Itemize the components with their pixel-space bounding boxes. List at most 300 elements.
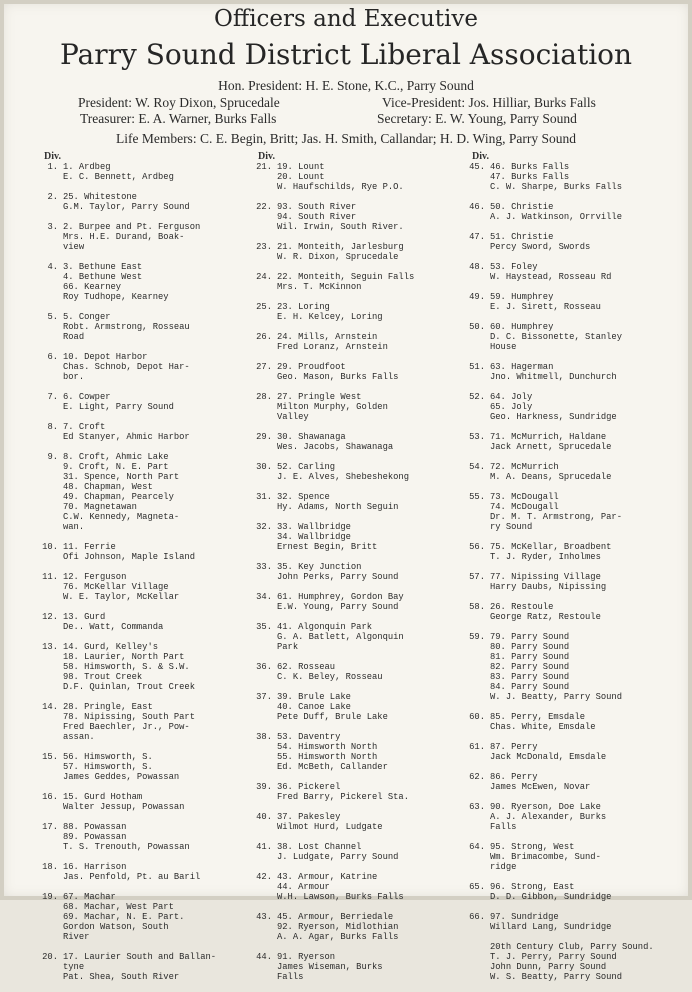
document-title-line-2: Parry Sound District Liberal Association bbox=[59, 38, 633, 71]
entry-line: Gordon Watson, South bbox=[63, 922, 169, 932]
entry-line: 38. Lost Channel bbox=[277, 842, 362, 852]
division-number: 3. bbox=[47, 222, 58, 232]
division-number: 5. bbox=[47, 312, 58, 322]
entry-line: Chas. White, Emsdale bbox=[490, 722, 596, 732]
entry-line: G.M. Taylor, Parry Sound bbox=[63, 202, 190, 212]
entry-line: J. Ludgate, Parry Sound bbox=[277, 852, 399, 862]
division-number: 59. bbox=[469, 632, 485, 642]
entry-line: 23. Loring bbox=[277, 302, 330, 312]
division-entry bbox=[250, 522, 465, 552]
entry-line: Jas. Penfold, Pt. au Baril bbox=[63, 872, 201, 882]
entry-line: 21. Monteith, Jarlesburg bbox=[277, 242, 404, 252]
entry-line: Fred Baechler, Jr., Pow- bbox=[63, 722, 190, 732]
entry-line: 83. Parry Sound bbox=[490, 672, 570, 682]
division-entry bbox=[250, 812, 465, 832]
division-number: 13. bbox=[42, 642, 58, 652]
division-entry bbox=[463, 202, 678, 222]
entry-line: John Dunn, Parry Sound bbox=[490, 962, 607, 972]
entry-line: 29. Proudfoot bbox=[277, 362, 346, 372]
entry-line: 45. Armour, Berriedale bbox=[277, 912, 394, 922]
entry-line: view bbox=[63, 242, 85, 252]
division-entry bbox=[463, 842, 678, 872]
entry-line: James Wiseman, Burks bbox=[277, 962, 383, 972]
entry-line: 40. Canoe Lake bbox=[277, 702, 351, 712]
hon-president: Hon. President: H. E. Stone, K.C., Parry Sound bbox=[218, 78, 474, 93]
division-entry bbox=[36, 262, 251, 302]
division-entry bbox=[463, 322, 678, 352]
entry-line: tyne bbox=[63, 962, 85, 972]
entry-line: 91. Ryerson bbox=[277, 952, 336, 962]
division-entry bbox=[36, 822, 251, 852]
division-number: 29. bbox=[256, 432, 272, 442]
division-number: 21. bbox=[256, 162, 272, 172]
entry-line: 87. Perry bbox=[490, 742, 538, 752]
entry-line: 3. Bethune East bbox=[63, 262, 143, 272]
division-number: 27. bbox=[256, 362, 272, 372]
division-number: 48. bbox=[469, 262, 485, 272]
entry-line: Falls bbox=[277, 972, 304, 982]
entry-line: House bbox=[490, 342, 517, 352]
entry-line: W. E. Taylor, McKellar bbox=[63, 592, 180, 602]
division-entry bbox=[36, 542, 251, 562]
division-number: 20. bbox=[42, 952, 58, 962]
entry-line: Jack McDonald, Emsdale bbox=[490, 752, 607, 762]
entry-line: 90. Ryerson, Doe Lake bbox=[490, 802, 601, 812]
entry-line: 30. Shawanaga bbox=[277, 432, 346, 442]
entry-line: 1. Ardbeg bbox=[63, 162, 111, 172]
entry-line: W. R. Dixon, Sprucedale bbox=[277, 252, 399, 262]
entry-line: ridge bbox=[490, 862, 517, 872]
entry-line: 39. Brule Lake bbox=[277, 692, 351, 702]
division-entry bbox=[250, 662, 465, 682]
entry-line: 95. Strong, West bbox=[490, 842, 575, 852]
division-number: 12. bbox=[42, 612, 58, 622]
division-number: 18. bbox=[42, 862, 58, 872]
division-entry bbox=[36, 702, 251, 742]
entry-line: 17. Laurier South and Ballan- bbox=[63, 952, 217, 962]
entry-line: 79. Parry Sound bbox=[490, 632, 570, 642]
entry-line: 93. South River bbox=[277, 202, 357, 212]
entry-line: 61. Humphrey, Gordon Bay bbox=[277, 592, 404, 602]
division-number: 14. bbox=[42, 702, 58, 712]
division-entry bbox=[250, 562, 465, 582]
division-entry bbox=[36, 862, 251, 882]
division-entry bbox=[463, 942, 678, 982]
entry-line: Road bbox=[63, 332, 85, 342]
entry-line: 33. Wallbridge bbox=[277, 522, 351, 532]
entry-line: 11. Ferrie bbox=[63, 542, 116, 552]
division-entry bbox=[463, 912, 678, 932]
entry-line: 84. Parry Sound bbox=[490, 682, 570, 692]
entry-line: W.H. Lawson, Burks Falls bbox=[277, 892, 404, 902]
entry-line: 26. Restoule bbox=[490, 602, 554, 612]
entry-line: Chas. Schnob, Depot Har- bbox=[63, 362, 190, 372]
entry-line: 36. Pickerel bbox=[277, 782, 341, 792]
division-entry bbox=[250, 912, 465, 942]
entry-line: George Ratz, Restoule bbox=[490, 612, 601, 622]
division-entry bbox=[36, 312, 251, 342]
division-entry bbox=[36, 352, 251, 382]
entry-line: 73. McDougall bbox=[490, 492, 559, 502]
division-entry bbox=[36, 392, 251, 412]
entry-line: 76. McKellar Village bbox=[63, 582, 169, 592]
entry-line: 8. Croft, Ahmic Lake bbox=[63, 452, 169, 462]
secretary: Secretary: E. W. Young, Parry Sound bbox=[377, 111, 577, 126]
life-members: Life Members: C. E. Begin, Britt; Jas. H. Smith, Callandar; H. D. Wing, Parry Sound bbox=[115, 131, 577, 146]
entry-line: Wm. Brimacombe, Sund- bbox=[490, 852, 601, 862]
entry-line: Dr. M. T. Armstrong, Par- bbox=[490, 512, 622, 522]
entry-line: 54. Himsworth North bbox=[277, 742, 378, 752]
entry-line: W. Haystead, Rosseau Rd bbox=[490, 272, 612, 282]
entry-line: 86. Perry bbox=[490, 772, 538, 782]
entry-line: James Geddes, Powassan bbox=[63, 772, 180, 782]
entry-line: Percy Sword, Swords bbox=[490, 242, 591, 252]
entry-line: 98. Trout Creek bbox=[63, 672, 143, 682]
division-entry bbox=[36, 162, 251, 182]
entry-line: Park bbox=[277, 642, 299, 652]
division-entry bbox=[250, 242, 465, 262]
division-number: 63. bbox=[469, 802, 485, 812]
division-entry bbox=[463, 602, 678, 622]
division-entry bbox=[36, 752, 251, 782]
entry-line: 53. Foley bbox=[490, 262, 538, 272]
entry-line: D.F. Quinlan, Trout Creek bbox=[63, 682, 195, 692]
entry-line: 47. Burks Falls bbox=[490, 172, 570, 182]
entry-line: Geo. Harkness, Sundridge bbox=[490, 412, 617, 422]
division-entry bbox=[250, 492, 465, 512]
division-number: 25. bbox=[256, 302, 272, 312]
entry-line: Milton Murphy, Golden bbox=[277, 402, 388, 412]
entry-line: A. A. Agar, Burks Falls bbox=[277, 932, 399, 942]
entry-line: Pat. Shea, South River bbox=[63, 972, 180, 982]
entry-line: 66. Kearney bbox=[63, 282, 122, 292]
division-entry bbox=[463, 542, 678, 562]
entry-line: W. S. Beatty, Parry Sound bbox=[490, 972, 622, 982]
entry-line: James McEwen, Novar bbox=[490, 782, 591, 792]
division-number: 42. bbox=[256, 872, 272, 882]
div-column-label: Div. bbox=[44, 151, 61, 162]
division-entry bbox=[250, 872, 465, 902]
division-number: 54. bbox=[469, 462, 485, 472]
entry-line: 53. Daventry bbox=[277, 732, 341, 742]
entry-line: 9. Croft, N. E. Part bbox=[63, 462, 169, 472]
entry-line: Walter Jessup, Powassan bbox=[63, 802, 185, 812]
entry-line: Falls bbox=[490, 822, 517, 832]
entry-line: Jack Arnett, Sprucedale bbox=[490, 442, 612, 452]
division-number: 46. bbox=[469, 202, 485, 212]
division-number: 66. bbox=[469, 912, 485, 922]
division-entry bbox=[36, 792, 251, 812]
division-number: 10. bbox=[42, 542, 58, 552]
division-number: 9. bbox=[47, 452, 58, 462]
entry-line: E. C. Bennett, Ardbeg bbox=[63, 172, 174, 182]
entry-line: T. J. Perry, Parry Sound bbox=[490, 952, 617, 962]
entry-line: 96. Strong, East bbox=[490, 882, 575, 892]
division-number: 45. bbox=[469, 162, 485, 172]
entry-line: 25. Whitestone bbox=[63, 192, 137, 202]
entry-line: 59. Humphrey bbox=[490, 292, 554, 302]
division-entry bbox=[463, 262, 678, 282]
entry-line: 94. South River bbox=[277, 212, 357, 222]
entry-line: T. S. Trenouth, Powassan bbox=[63, 842, 190, 852]
entry-line: 92. Ryerson, Midlothian bbox=[277, 922, 399, 932]
entry-line: Ernest Begin, Britt bbox=[277, 542, 378, 552]
entry-line: Ed. McBeth, Callander bbox=[277, 762, 388, 772]
division-number: 40. bbox=[256, 812, 272, 822]
entry-line: 72. McMurrich bbox=[490, 462, 559, 472]
entry-line: Roy Tudhope, Kearney bbox=[63, 292, 169, 302]
entry-line: 44. Armour bbox=[277, 882, 330, 892]
entry-line: 64. Joly bbox=[490, 392, 533, 402]
entry-line: 12. Ferguson bbox=[63, 572, 127, 582]
entry-line: 19. Lount bbox=[277, 162, 325, 172]
entry-line: 82. Parry Sound bbox=[490, 662, 570, 672]
entry-line: E.W. Young, Parry Sound bbox=[277, 602, 399, 612]
division-number: 49. bbox=[469, 292, 485, 302]
entry-line: 27. Pringle West bbox=[277, 392, 362, 402]
division-number: 26. bbox=[256, 332, 272, 342]
entry-line: 4. Bethune West bbox=[63, 272, 143, 282]
entry-line: 51. Christie bbox=[490, 232, 554, 242]
entry-line: Geo. Mason, Burks Falls bbox=[277, 372, 399, 382]
entry-line: Wilmot Hurd, Ludgate bbox=[277, 822, 383, 832]
entry-line: Harry Daubs, Nipissing bbox=[490, 582, 607, 592]
entry-line: 85. Perry, Emsdale bbox=[490, 712, 586, 722]
entry-line: W. J. Beatty, Parry Sound bbox=[490, 692, 622, 702]
entry-line: 80. Parry Sound bbox=[490, 642, 570, 652]
division-number: 24. bbox=[256, 272, 272, 282]
division-number: 55. bbox=[469, 492, 485, 502]
entry-line: Robt. Armstrong, Rosseau bbox=[63, 322, 190, 332]
entry-line: 75. McKellar, Broadbent bbox=[490, 542, 612, 552]
division-entry bbox=[250, 842, 465, 862]
entry-line: 74. McDougall bbox=[490, 502, 559, 512]
division-entry bbox=[36, 642, 251, 692]
entry-line: 31. Spence, North Part bbox=[63, 472, 180, 482]
division-entry bbox=[36, 452, 251, 532]
division-number: 4. bbox=[47, 262, 58, 272]
entry-line: 78. Nipissing, South Part bbox=[63, 712, 195, 722]
entry-line: bor. bbox=[63, 372, 85, 382]
entry-line: Mrs. T. McKinnon bbox=[277, 282, 362, 292]
entry-line: 48. Chapman, West bbox=[63, 482, 153, 492]
entry-line: 15. Gurd Hotham bbox=[63, 792, 143, 802]
division-number: 44. bbox=[256, 952, 272, 962]
division-entry bbox=[250, 332, 465, 352]
entry-line: 14. Gurd, Kelley's bbox=[63, 642, 159, 652]
division-number: 33. bbox=[256, 562, 272, 572]
division-entry bbox=[463, 432, 678, 452]
division-number: 52. bbox=[469, 392, 485, 402]
division-number: 35. bbox=[256, 622, 272, 632]
division-number: 56. bbox=[469, 542, 485, 552]
entry-line: ry Sound bbox=[490, 522, 533, 532]
division-number: 17. bbox=[42, 822, 58, 832]
division-number: 34. bbox=[256, 592, 272, 602]
division-number: 38. bbox=[256, 732, 272, 742]
entry-line: Pete Duff, Brule Lake bbox=[277, 712, 388, 722]
president: President: W. Roy Dixon, Sprucedale bbox=[78, 95, 280, 110]
division-entry bbox=[463, 162, 678, 192]
entry-line: 22. Monteith, Seguin Falls bbox=[277, 272, 415, 282]
division-number: 53. bbox=[469, 432, 485, 442]
division-number: 19. bbox=[42, 892, 58, 902]
entry-line: Wes. Jacobs, Shawanaga bbox=[277, 442, 394, 452]
entry-line: 7. Croft bbox=[63, 422, 106, 432]
entry-line: 89. Powassan bbox=[63, 832, 127, 842]
division-entry bbox=[463, 742, 678, 762]
entry-line: 35. Key Junction bbox=[277, 562, 362, 572]
division-entry bbox=[36, 192, 251, 212]
entry-line: River bbox=[63, 932, 90, 942]
entry-line: De.. Watt, Commanda bbox=[63, 622, 164, 632]
vice-president: Vice-President: Jos. Hilliar, Burks Falls bbox=[382, 95, 596, 110]
entry-line: Mrs. H.E. Durand, Boak- bbox=[63, 232, 185, 242]
division-entry bbox=[250, 592, 465, 612]
division-number: 23. bbox=[256, 242, 272, 252]
division-entry bbox=[463, 572, 678, 592]
division-entry bbox=[36, 422, 251, 442]
division-column-2 bbox=[250, 162, 465, 992]
entry-line: 32. Spence bbox=[277, 492, 330, 502]
entry-line: Wil. Irwin, South River. bbox=[277, 222, 404, 232]
entry-line: 2. Burpee and Pt. Ferguson bbox=[63, 222, 201, 232]
division-entry bbox=[250, 692, 465, 722]
division-entry bbox=[250, 272, 465, 292]
division-number: 62. bbox=[469, 772, 485, 782]
div-column-label: Div. bbox=[472, 151, 489, 162]
entry-line: Valley bbox=[277, 412, 309, 422]
division-entry bbox=[463, 392, 678, 422]
division-entry bbox=[463, 772, 678, 792]
division-number: 64. bbox=[469, 842, 485, 852]
entry-line: 18. Laurier, North Part bbox=[63, 652, 185, 662]
division-entry bbox=[250, 432, 465, 452]
entry-line: G. A. Batlett, Algonquin bbox=[277, 632, 404, 642]
entry-line: 88. Powassan bbox=[63, 822, 127, 832]
entry-line: Ofi Johnson, Maple Island bbox=[63, 552, 195, 562]
entry-line: 57. Himsworth, S. bbox=[63, 762, 153, 772]
entry-line: 63. Hagerman bbox=[490, 362, 554, 372]
treasurer: Treasurer: E. A. Warner, Burks Falls bbox=[80, 111, 277, 126]
entry-line: 77. Nipissing Village bbox=[490, 572, 601, 582]
division-number: 41. bbox=[256, 842, 272, 852]
division-number: 60. bbox=[469, 712, 485, 722]
division-entry bbox=[463, 802, 678, 832]
entry-line: 97. Sundridge bbox=[490, 912, 559, 922]
division-entry bbox=[463, 462, 678, 482]
division-number: 39. bbox=[256, 782, 272, 792]
division-entry bbox=[463, 712, 678, 732]
division-number: 58. bbox=[469, 602, 485, 612]
division-number: 32. bbox=[256, 522, 272, 532]
entry-line: T. J. Ryder, Inholmes bbox=[490, 552, 601, 562]
entry-line: 58. Himsworth, S. & S.W. bbox=[63, 662, 190, 672]
entry-line: 34. Wallbridge bbox=[277, 532, 351, 542]
division-number: 65. bbox=[469, 882, 485, 892]
division-number: 50. bbox=[469, 322, 485, 332]
division-entry bbox=[250, 392, 465, 422]
entry-line: 13. Gurd bbox=[63, 612, 106, 622]
entry-line: 71. McMurrich, Haldane bbox=[490, 432, 607, 442]
division-number: 51. bbox=[469, 362, 485, 372]
entry-line: assan. bbox=[63, 732, 95, 742]
entry-line: 70. Magnetawan bbox=[63, 502, 137, 512]
division-number: 1. bbox=[47, 162, 58, 172]
entry-line: John Perks, Parry Sound bbox=[277, 572, 399, 582]
division-entry bbox=[250, 462, 465, 482]
division-number: 6. bbox=[47, 352, 58, 362]
entry-line: J. E. Alves, Shebeshekong bbox=[277, 472, 409, 482]
entry-line: Willard Lang, Sundridge bbox=[490, 922, 612, 932]
entry-line: 37. Pakesley bbox=[277, 812, 341, 822]
division-entry bbox=[250, 162, 465, 192]
division-number: 2. bbox=[47, 192, 58, 202]
entry-line: 52. Carling bbox=[277, 462, 336, 472]
division-entry bbox=[463, 232, 678, 252]
division-number: 47. bbox=[469, 232, 485, 242]
entry-line: 68. Machar, West Part bbox=[63, 902, 174, 912]
division-entry bbox=[36, 612, 251, 632]
entry-line: 16. Harrison bbox=[63, 862, 127, 872]
entry-line: Fred Barry, Pickerel Sta. bbox=[277, 792, 409, 802]
entry-line: 46. Burks Falls bbox=[490, 162, 570, 172]
entry-line: 5. Conger bbox=[63, 312, 111, 322]
entry-line: D. D. Gibbon, Sundridge bbox=[490, 892, 612, 902]
division-entry bbox=[463, 632, 678, 702]
entry-line: 50. Christie bbox=[490, 202, 554, 212]
entry-line: E. J. Sirett, Rosseau bbox=[490, 302, 601, 312]
entry-line: 60. Humphrey bbox=[490, 322, 554, 332]
division-entry bbox=[463, 882, 678, 902]
entry-line: 43. Armour, Katrine bbox=[277, 872, 378, 882]
entry-line: D. C. Bissonette, Stanley bbox=[490, 332, 622, 342]
division-number: 11. bbox=[42, 572, 58, 582]
division-entry bbox=[250, 952, 465, 982]
entry-line: 62. Rosseau bbox=[277, 662, 336, 672]
division-entry bbox=[36, 892, 251, 942]
entry-line: 20th Century Club, Parry Sound. bbox=[490, 942, 654, 952]
entry-line: 69. Machar, N. E. Part. bbox=[63, 912, 185, 922]
division-number: 57. bbox=[469, 572, 485, 582]
entry-line: 20. Lount bbox=[277, 172, 325, 182]
div-column-label: Div. bbox=[258, 151, 275, 162]
division-number: 7. bbox=[47, 392, 58, 402]
division-number: 61. bbox=[469, 742, 485, 752]
division-number: 16. bbox=[42, 792, 58, 802]
division-entry bbox=[36, 222, 251, 252]
entry-line: M. A. Deans, Sprucedale bbox=[490, 472, 612, 482]
division-number: 31. bbox=[256, 492, 272, 502]
entry-line: 65. Joly bbox=[490, 402, 533, 412]
division-column-3 bbox=[463, 162, 678, 992]
division-number: 28. bbox=[256, 392, 272, 402]
division-number: 22. bbox=[256, 202, 272, 212]
entry-line: 6. Cowper bbox=[63, 392, 111, 402]
division-entry bbox=[463, 362, 678, 382]
entry-line: C.W. Kennedy, Magneta- bbox=[63, 512, 180, 522]
division-entry bbox=[250, 362, 465, 382]
entry-line: 28. Pringle, East bbox=[63, 702, 153, 712]
division-number: 30. bbox=[256, 462, 272, 472]
entry-line: Hy. Adams, North Seguin bbox=[277, 502, 399, 512]
entry-line: Ed Stanyer, Ahmic Harbor bbox=[63, 432, 190, 442]
entry-line: E. Light, Parry Sound bbox=[63, 402, 174, 412]
division-entry bbox=[36, 572, 251, 602]
division-number: 8. bbox=[47, 422, 58, 432]
entry-line: 24. Mills, Arnstein bbox=[277, 332, 378, 342]
entry-line: 67. Machar bbox=[63, 892, 116, 902]
